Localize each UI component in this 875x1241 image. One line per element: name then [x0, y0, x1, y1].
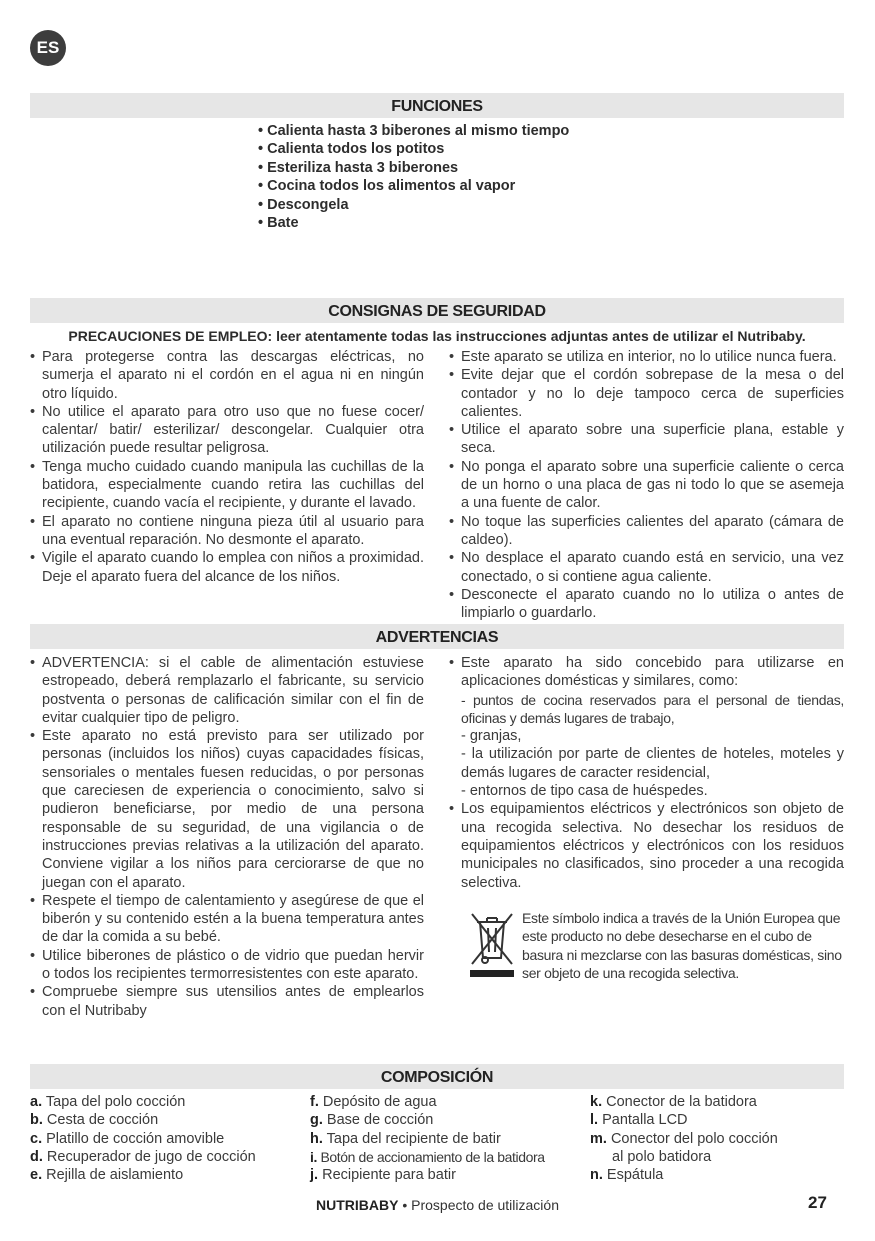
item-key: f. — [310, 1094, 319, 1110]
item-key: k. — [590, 1094, 603, 1110]
item-key: m. — [590, 1130, 607, 1147]
list-item — [590, 1166, 844, 1184]
item-key: d. — [30, 1148, 43, 1165]
advertencias-right-list — [449, 654, 844, 892]
item-key: h. — [310, 1130, 323, 1147]
item-text: Tapa del polo cocción — [45, 1094, 186, 1110]
list-item: • Este aparato se utiliza en interior, no lo utilice nunca fuera. — [449, 348, 844, 366]
list-item: • Utilice el aparato sobre una superficie plana, estable y seca. — [449, 421, 844, 458]
list-subitem: - puntos de cocina reservados para el personal de tiendas, oficinas y demás lugares de trabajo, — [461, 691, 844, 726]
list-item — [310, 1111, 585, 1129]
list-item — [30, 1148, 300, 1166]
item-text: Botón de accionamiento de la batidora — [320, 1148, 545, 1165]
item-key: l. — [590, 1112, 599, 1129]
list-item: • Para protegerse contra las descargas eléctricas, no sumerja el aparato ni el cordón en el agua ni en ningún otro líquido. — [30, 348, 424, 403]
list-item: • Desconecte el aparato cuando no lo utiliza o antes de limpiarlo o guardarlo. — [449, 586, 844, 623]
list-item: • Descongela — [258, 196, 569, 214]
list-item: • Tenga mucho cuidado cuando manipula las cuchillas de la batidora, especialmente cuando retira las cuchillas del recipiente, cuando vacía el recipiente, y durante el lavado. — [30, 458, 424, 513]
footer-brand: NUTRIBABY — [315, 1197, 399, 1213]
item-text: Tapa del recipiente de batir — [326, 1130, 501, 1147]
weee-crossed-bin-icon — [466, 910, 518, 982]
list-item: • El aparato no contiene ninguna pieza útil al usuario para una eventual reparación. No desmonte el aparato. — [30, 513, 424, 550]
funciones-title: FUNCIONES — [30, 93, 844, 118]
list-item: • Vigile el aparato cuando lo emplea con niños a proximidad. Deje el aparato fuera del alcance de los niños. — [30, 549, 424, 586]
item-text: Recuperador de jugo de cocción — [46, 1148, 256, 1165]
item-text: Rejilla de aislamiento — [46, 1167, 184, 1184]
list-item — [310, 1148, 585, 1166]
item-key: a. — [30, 1094, 43, 1110]
list-item: • Bate — [258, 214, 569, 232]
list-item: • Esteriliza hasta 3 biberones — [258, 159, 569, 177]
list-item — [590, 1130, 844, 1148]
item-text: Platillo de cocción amovible — [46, 1130, 225, 1147]
list-item: • No ponga el aparato sobre una superficie caliente o cerca de un horno o una placa de gas ni todo lo que se asemeja a una fuente de calor. — [449, 458, 844, 513]
item-text: Pantalla LCD — [602, 1112, 688, 1129]
footer-text: Prospecto de utilización — [411, 1197, 559, 1213]
weee-explanation: Este símbolo indica a través de la Unión Europea que este producto no debe desecharse en el cubo de basura ni mezclarse con las basuras domésticas, sino ser objeto de una recogida selectiva. — [522, 910, 842, 981]
list-item: • Calienta hasta 3 biberones al mismo tiempo — [258, 122, 569, 140]
list-subitem: - granjas, — [461, 728, 522, 745]
list-item: • Calienta todos los potitos — [258, 140, 569, 158]
item-key: j. — [310, 1167, 319, 1184]
item-text: Cesta de cocción — [46, 1112, 159, 1129]
item-key: b. — [30, 1112, 43, 1129]
seguridad-title: CONSIGNAS DE SEGURIDAD — [30, 298, 844, 323]
list-item — [30, 1166, 300, 1184]
list-item: • Respete el tiempo de calentamiento y asegúrese de que el biberón y su contenido estén a la buena temperatura antes de dar la comida a su bebé. — [30, 892, 424, 947]
list-item: • Compruebe siempre sus utensilios antes de emplearlos con el Nutribaby — [30, 983, 424, 1020]
seguridad-left-list — [30, 348, 424, 586]
item-text: Recipiente para batir — [322, 1167, 456, 1184]
list-item — [30, 1130, 300, 1148]
list-item — [30, 1111, 300, 1129]
composicion-col-1 — [30, 1093, 300, 1184]
list-item: • No desplace el aparato cuando está en servicio, una vez conectado, o si contiene agua caliente. — [449, 549, 844, 586]
composicion-title: COMPOSICIÓN — [30, 1064, 844, 1089]
list-item — [310, 1093, 585, 1111]
composicion-col-3 — [590, 1093, 844, 1184]
precaution-text: PRECAUCIONES DE EMPLEO: leer atentamente todas las instrucciones adjuntas antes de utilizar el Nutribaby. — [68, 328, 806, 344]
item-key: c. — [30, 1130, 43, 1147]
advertencias-title: ADVERTENCIAS — [30, 624, 844, 649]
list-item: • Los equipamientos eléctricos y electrónicos son objeto de una recogida selectiva. No desechar los residuos de equipamientos eléctricos y electrónicos con los residuos municipales no clasificados, sino proceder a una recogida selectiva. — [449, 800, 844, 891]
seguridad-right-list — [449, 348, 844, 622]
item-text: Espátula — [606, 1167, 664, 1184]
item-key: g. — [310, 1112, 323, 1129]
list-item — [590, 1111, 844, 1129]
list-item — [590, 1093, 844, 1111]
item-text: al polo batidora — [612, 1148, 712, 1165]
list-item: • Este aparato no está previsto para ser utilizado por personas (incluidos los niños) cuyas capacidades físicas, sensoriales o mentales fuesen reducidas, o por personas que careciesen de experiencia o conocimiento, salvo si pudieron beneficiarse, por medio de una persona responsable de su seguridad, de una vigilancia o de instrucciones previas relativas a la utilización del aparato. Conviene vigilar a los niños para cerciorarse de que no juegan con el aparato. — [30, 727, 424, 892]
item-text: Depósito de agua — [322, 1094, 437, 1110]
page-number: 27 — [808, 1193, 827, 1212]
item-key: n. — [590, 1167, 603, 1184]
list-item-continuation — [590, 1148, 844, 1166]
list-item: • Cocina todos los alimentos al vapor — [258, 177, 569, 195]
item-text: Base de cocción — [326, 1112, 434, 1129]
item-text: Conector de la batidora — [606, 1094, 757, 1110]
list-item: • Utilice biberones de plástico o de vidrio que puedan hervir o todos los recipientes termorresistentes con este aparato. — [30, 947, 424, 984]
language-badge: ES — [30, 30, 66, 66]
list-item — [30, 1093, 300, 1111]
list-item: • Este aparato ha sido concebido para utilizarse en aplicaciones domésticas y similares, como: — [449, 654, 844, 691]
list-item — [310, 1166, 585, 1184]
item-text: Conector del polo cocción — [610, 1130, 778, 1147]
list-subitem: - la utilización por parte de clientes de hoteles, moteles y demás lugares de caracter residencial, — [461, 746, 844, 781]
footer-separator: • — [398, 1197, 412, 1213]
list-item: • No utilice el aparato para otro uso que no fuese cocer/ calentar/ batir/ esterilizar/ descongelar. Cualquier otra utilización puede resultar peligrosa. — [30, 403, 424, 458]
composicion-col-2 — [310, 1093, 585, 1184]
list-subitem: - entornos de tipo casa de huéspedes. — [461, 783, 708, 800]
list-item — [310, 1130, 585, 1148]
item-key: e. — [30, 1167, 43, 1184]
item-key: i. — [310, 1148, 317, 1165]
list-item: • No toque las superficies calientes del aparato (cámara de caldeo). — [449, 513, 844, 550]
funciones-list — [258, 122, 569, 232]
list-item: • ADVERTENCIA: si el cable de alimentación estuviese estropeado, deberá remplazarlo el fabricante, su servicio postventa o personas de calificación similar con el fin de evitar cualquier tipo de peligro. — [30, 654, 424, 727]
list-item: • Evite dejar que el cordón sobrepase de la mesa o del contador y no lo deje tampoco cerca de superficies calientes. — [449, 366, 844, 421]
footer — [0, 1196, 875, 1214]
advertencias-left-list — [30, 654, 424, 1020]
